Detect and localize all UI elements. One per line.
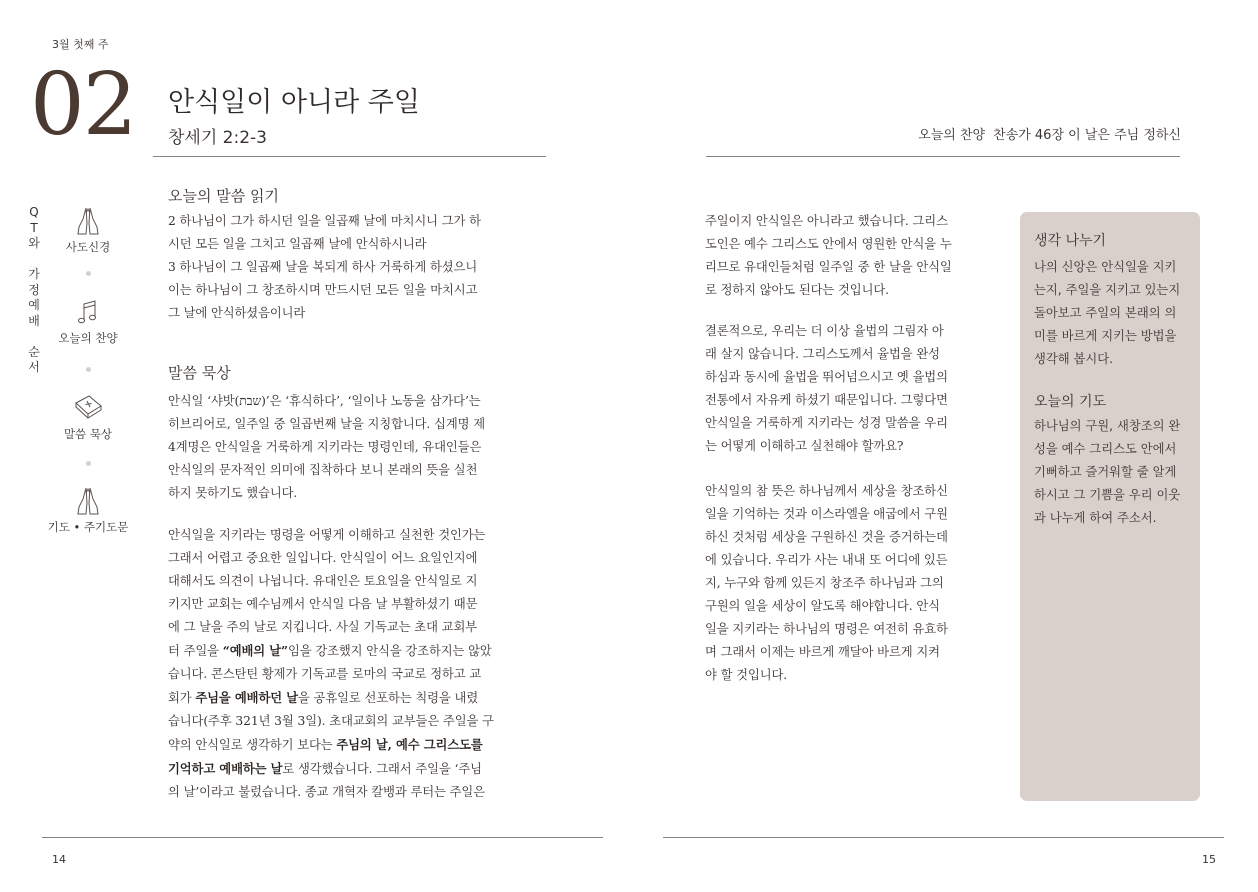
text-run: 로 생각했습니다. 그래서 주일을 ‘주님 의 날’이라고 불렀습니다. 종교 개혁자 칼뱅과 루터는 주일은: [168, 762, 485, 799]
meditation-paragraph-2: [168, 524, 494, 804]
text-run: 안식일을 지키라는 명령을 어떻게 이해하고 실천한 것인가는 그래서 어렵고 중요한 일입니다. 안식일이 어느 요일인지에 대해서도 의견이 나뉩니다. 유대인은 토요일을 안식일로 지 키지만 교회는 예수님께서 안식일 다음 날 부활하셨기 때문 에 그 날을 주의 날로 지킵니다. 사실 기독교는 초대 교회부 터 주일을: [168, 528, 486, 658]
nav-item-label: 오늘의 찬양: [58, 331, 118, 345]
bold-text-run: “예배의 날”: [222, 643, 288, 658]
week-label: 3월 첫째 주: [52, 38, 109, 51]
right-paragraph-1: 주일이지 안식일은 아니라고 했습니다. 그리스 도인은 예수 그리스도 안에서 영원한 안식을 누 리므로 유대인들처럼 일주일 중 한 날을 안식일 로 정하지 않아도 된다는 것입니다.: [705, 214, 952, 297]
nav-item-meditation: [40, 392, 136, 442]
nav-item-label: 기도 • 주기도문: [47, 520, 129, 534]
right-paragraph-2: 결론적으로, 우리는 더 이상 율법의 그림자 아 래 살지 않습니다. 그리스도께서 율법을 완성 하심과 동시에 율법을 뛰어넘으시고 옛 율법의 전통에서 자유케 하셨기 때문입니다. 그렇다면 안식일을 거룩하게 지키라는 성경 말씀을 우리 는 어떻게 이해하고 실천해야 할까요?: [705, 324, 948, 453]
footer-divider-left: [42, 837, 603, 838]
music-note-icon: [73, 296, 103, 328]
prayer-text: 하나님의 구원, 새창조의 완 성을 예수 그리스도 안에서 기뻐하고 즐거워할 줄 알게 하시고 그 기쁨을 우리 이웃 과 나누게 하여 주소서.: [1034, 419, 1181, 525]
page-title: 안식일이 아니라 주일: [168, 87, 420, 118]
text-run: 을 공휴일로 선포하는 칙령을 내렸 습니다(주후 321년 3월 3일). 초대교회의 교부들은 주일을 구 약의 안식일로 생각하기 보다는: [168, 691, 494, 752]
scripture-reference: 창세기 2:2-3: [168, 128, 267, 148]
hymn-value: 찬송가 46장 이 날은 주님 정하신: [993, 128, 1181, 143]
lesson-number: 02: [30, 55, 136, 155]
nav-separator-dot: [86, 271, 91, 276]
praying-hands-icon: [73, 205, 103, 237]
nav-separator-dot: [86, 461, 91, 466]
nav-item-label: 사도신경: [65, 240, 111, 254]
footer-divider-right: [663, 837, 1224, 838]
bold-text-run: 주님의 날, 예수 그리스도를 기억하고 예배하는 날: [168, 737, 483, 776]
share-text: 나의 신앙은 안식일을 지키 는지, 주일을 지키고 있는지 돌아보고 주일의 본래의 의 미를 바르게 지키는 방법을 생각해 봅시다.: [1034, 260, 1181, 366]
right-paragraph-3: 안식일의 참 뜻은 하나님께서 세상을 창조하신 일을 기억하는 것과 이스라엘을 애굽에서 구원 하신 것처럼 세상을 구원하신 것을 증거하는데 에 있습니다. 우리가 사는 내내 또 어디에 있든 지, 누구와 함께 있든지 창조주 하나님과 그의 구원의 일을 세상이 알도록 해야합니다. 안식 일을 지키라는 하나님의 명령은 여전히 유효하 며 그래서 이제는 바르게 깨달아 바르게 지켜 야 할 것입니다.: [705, 484, 948, 682]
hymn-label: 오늘의 찬양: [918, 128, 986, 143]
prayer-heading: 오늘의 기도: [1034, 394, 1107, 410]
qt-order-vertical-label: Q T 와 가 정 예 배 순 서: [28, 205, 40, 374]
share-heading: 생각 나누기: [1034, 233, 1107, 249]
nav-item-apostles-creed: [40, 205, 136, 255]
nav-item-hymn: [40, 296, 136, 346]
meditation-paragraph-1: 안식일 ‘샤밧(שבת)’은 ‘휴식하다’, ‘일이나 노동을 삼가다’는 히브리어로, 일주일 중 일곱번째 날을 지칭합니다. 십계명 제 4계명은 안식일을 거룩하게 지키라는 명령인데, 유대인들은 안식일의 문자적인 의미에 집착하다 보니 본래의 뜻을 실천 하지 못하기도 했습니다.: [168, 394, 485, 500]
nav-item-label: 말씀 묵상: [63, 427, 113, 441]
praying-hands-icon: [73, 485, 103, 517]
page-number-right: 15: [1202, 853, 1216, 866]
header-divider-left: [153, 156, 546, 157]
meditation-heading: 말씀 묵상: [168, 364, 231, 382]
nav-item-prayer: [40, 485, 136, 535]
text-run: 임을 강조했지 안식을 강조하지는 않았 습니다. 콘스탄틴 황제가 기독교를 로마의 국교로 정하고 교 회가: [168, 644, 492, 705]
reading-text: 2 하나님이 그가 하시던 일을 일곱째 날에 마치시니 그가 하 시던 모든 일을 그치고 일곱째 날에 안식하시니라 3 하나님이 그 일곱째 날을 복되게 하사 거룩하게 하셨으니 이는 하나님이 그 창조하시며 만드시던 모든 일을 마치시고 그 날에 안식하셨음이니라: [168, 214, 481, 320]
bold-text-run: 주님을 예배하던 날: [195, 690, 298, 705]
nav-separator-dot: [86, 367, 91, 372]
reading-heading: 오늘의 말씀 읽기: [168, 187, 279, 205]
hymn-of-the-day: [918, 124, 1181, 143]
bible-icon: [71, 392, 105, 424]
page-number-left: 14: [52, 853, 66, 866]
header-divider-right: [706, 156, 1180, 157]
